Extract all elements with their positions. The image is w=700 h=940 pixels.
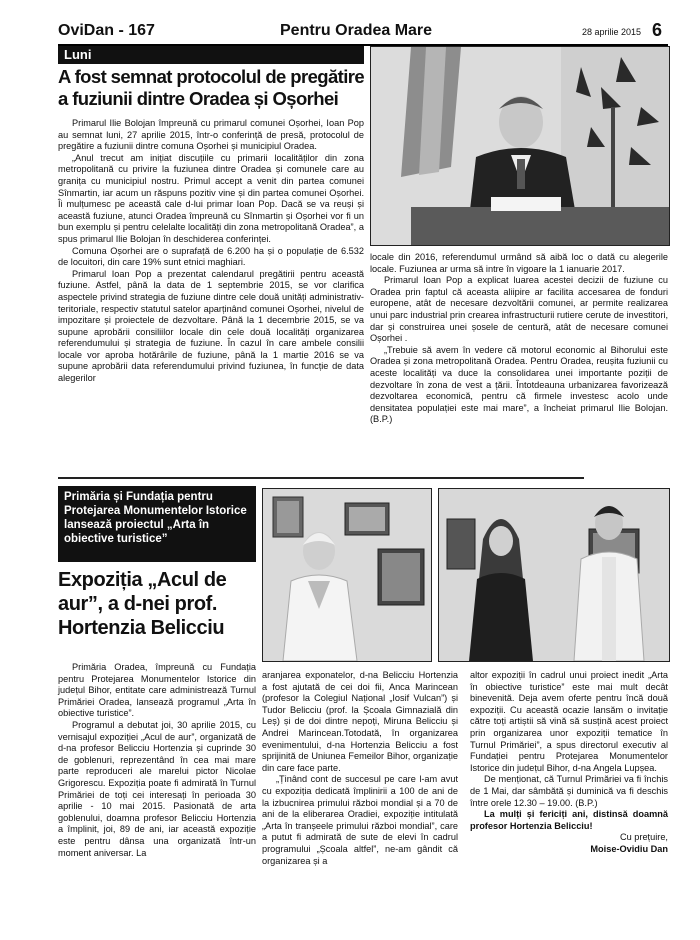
paragraph: „Trebuie să avem în vedere că motorul economic al Bihorului este Oradea și zona metropolitană Oradea. Pentru Oradea, reușita fuziunii cu aceste localități va duce la consolidarea unei importante poziții de dezvoltare în zona de vest a țării. Întotdeauna urbanizarea favorizează dezvoltarea economică, pentru că firmele investesc acolo unde densitatea populației este mai mare”, a încheiat primarul Ilie Bolojan. (B.P.) (370, 344, 668, 425)
paragraph: Primarul Ilie Bolojan împreună cu primarul comunei Oșorhei, Ioan Pop au semnat luni, 27 aprilie 2015, într-o conferință de presă, protocolul de pregătire a fuziunii dintre comuna Oșorhei și municipiul Oradea. (58, 118, 364, 152)
paragraph: Comuna Oșorhei are o suprafață de 6.200 ha și o populație de 6.532 de locuitori, din care 19% sunt etnici maghiari. (58, 245, 364, 268)
article2-title: Expoziția „Acul de aur”, a d-nei prof. Hortenzia Belicciu (58, 569, 227, 639)
paragraph: locale din 2016, referendumul urmând să aibă loc o dată cu alegerile locale. Fuziunea ar urma să intre în vigoare la 1 ianuarie 2017. (370, 252, 668, 274)
signing-photo-image (371, 47, 669, 245)
paragraph: De menționat, că Turnul Primăriei va fi închis de 1 Mai, dar sâmbătă și duminică va fi deschis între orele 12.30 – 19.00. (B.P.) (470, 774, 668, 808)
young-people-photo-image (439, 489, 669, 661)
elderly-lady-photo (262, 488, 432, 662)
page-header (0, 0, 700, 44)
paragraph: Programul a debutat joi, 30 aprilie 2015, cu vernisajul expoziției „Acul de aur”, organizată de d-na profesor Belicciu Hortenzia și cuprinde 30 de goblenuri, reprezentând în cea mai mare parte reproduceri ale marelui pictor Nicolae Grigorescu. Expoziția poate fi admirată în Turnul Primăriei de toți cei interesați în perioada 30 aprilie - 10 mai 2015. Pasionată de arta goblenului, doamna profesor Belicciu Hortenzia a împlinit, joi, 89 de ani, iar această expoziție este pentru dânsa una organizată într-un moment aniversar. La (58, 719, 256, 858)
article1-left-column (58, 118, 364, 466)
paragraph: „Ținând cont de succesul pe care l-am avut cu expoziția dedicată împlinirii a 100 de ani de la izbucnirea primului război mondial și a 70 de ani de la eliberarea Oradiei, expoziție intitulată „Arta în tranșeele primului război mondial”, care a putut fi admirată de sute de elevi în cadrul programului „Școala altfel”, ne-am gândit că organizarea și a (262, 774, 458, 866)
elderly-lady-photo-image (263, 489, 431, 661)
paragraph: altor expoziții în cadrul unui proiect inedit „Arta în obiective turistice” este mai mult decât binevenită. Deja avem oferte pentru încă două expoziții. Cu această ocazie lansăm o invitație către toți artiștii să vină să susțină acest proiect prin organizarea unor expoziții tematice în Turnul Primăriei”, a spus directorul executiv al Fundației pentru Protejarea Monumentelor Istorice din județul Bihor, d-na Angela Lupșea. (470, 670, 668, 773)
article1-right-column (370, 252, 668, 472)
paragraph: Primarul Ioan Pop a prezentat calendarul pregătirii pentru această fuziune. Astfel, până la data de 1 septembrie 2015, se vor clarifica aspectele privind strategia de fuziune dintre cele două unități administrativ-teritoriale, respectiv statutul satelor aparținând comunei Oșorhei, nivelul de impozitare și proiectele de dezvoltare. Până la 1 decembrie 2015, se va supune aprobării consiliilor locale din cele două localități organizarea referendumului și strategia de fuziune. În cazul în care ambele consilii locale vor aproba hotărârile de fuziune, până la 1 martie 2016 se va supune aprobării data referendumului privind fuziunea, în funcție de data alegerilor (58, 268, 364, 384)
paragraph: Primăria Oradea, împreună cu Fundația pentru Protejarea Monumentelor Istorice din județul Bihor, entitate care administrează Turnul Primăriei Oradea, lansează programul „Arta în obiective turistice”. (58, 662, 256, 719)
paragraph: „Anul trecut am inițiat discuțiile cu primarii localităților din zona metropolitană cu privire la fuziunea dintre Oradea și comunele care au granița cu municipiul nostru. Primul accept a venit din partea comunei Sînmartin, iar acum un răspuns pozitiv vine și din partea comunei Oșorhei. Îi mulțumesc pe această cale d-lui primar Ioan Pop. Dacă se va reuși și această fuziune, atunci Oradea împreună cu Sînmartin și Oșorhei vor fi un bun exemplu și pentru celelalte localități din zona metropolitană Oradea”, a spus primarul Ilie Bolojan în deschiderea conferinței. (58, 152, 364, 244)
page-number: 6 (652, 20, 663, 40)
article1-tag: Luni (58, 46, 364, 64)
article2-column3 (470, 670, 668, 934)
closing-wish: La mulți și fericiți ani, distinsă doamnă profesor Hortenzia Belicciu! (470, 809, 668, 831)
paragraph: aranjarea exponatelor, d-na Belicciu Hortenzia a fost ajutată de cei doi fii, Anca Marincean (profesor la Colegiul Național „Iosif Vulcan”) și Tudor Belicciu (prof. la Școala Gimnazială din Leș) și de doi dintre nepoți, Miruna Belicciu și Andrei Marincean.Totodată, în organizarea evenimentului, d-na Hortenzia Belicciu a fost sprijinită de Uniunea Femeilor Bihor, organizație din care face parte. (262, 670, 458, 773)
signing-photo (370, 46, 670, 246)
author-signature: Moise-Ovidiu Dan (590, 843, 668, 854)
regards: Cu prețuire, (619, 832, 668, 843)
article2-column2 (262, 670, 458, 934)
paragraph: Primarul Ioan Pop a explicat luarea acestei decizii de fuziune cu Oradea prin faptul că aceasta aliipire ar facilita accesarea de fonduri europene, atât de necesare dezvoltării comunei, ar permite realizarea unui parc industrial prin crearea infrastructurii rutiere cerute de investitori, dar și construirea unei șosele de centură, atât de necesare comunei Oșorhei . (370, 275, 668, 344)
issue-date: 28 aprilie 2015 (582, 27, 642, 37)
article-separator (58, 477, 584, 479)
article2-column1 (58, 662, 256, 934)
newspaper-issue: OviDan - 167 (58, 22, 155, 39)
article1-title: A fost semnat protocolul de pregătire a fuziunii dintre Oradea și Oșorhei (58, 66, 365, 109)
article2-tag: Primăria și Fundația pentru Protejarea Monumentelor Istorice lansează proiectul „Arta în obiective turistice” (58, 486, 256, 562)
young-people-photo (438, 488, 670, 662)
section-title: Pentru Oradea Mare (280, 22, 433, 39)
